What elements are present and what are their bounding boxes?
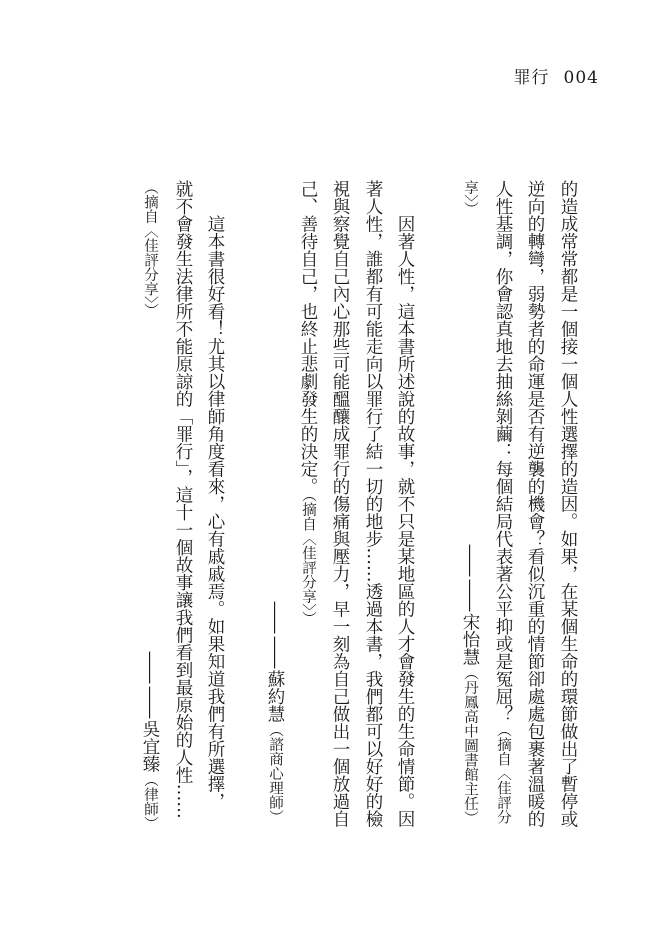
author-name: 宋怡慧 (460, 613, 480, 666)
review-3-column-1 (206, 180, 224, 810)
author-name: 蘇約慧 (265, 670, 285, 723)
author-name: 吳宜臻 (140, 720, 160, 773)
author-role: （諮商心理師） (267, 722, 283, 824)
review-2-column-1 (396, 180, 414, 828)
body-text: 視與察覺自己內心那些可能醞釀成罪行的傷痛與壓力，早一刻為自己做出一個放過自 (330, 180, 350, 828)
review-3-column-2 (174, 180, 192, 819)
page-number: 004 (563, 68, 599, 88)
review-2-column-3 (331, 180, 349, 828)
book-title: 罪行 (513, 68, 550, 88)
review-1-column-4 (461, 180, 479, 216)
source-note: （摘自〈佳評分享〉） (142, 180, 158, 318)
body-text: 因著人性，這本書所述說的故事，就不只是某地區的人才會發生的生命情節。因 (395, 215, 415, 828)
source-note: （摘自〈佳評分 (495, 722, 511, 824)
review-2-column-2 (364, 180, 382, 828)
review-1-column-3 (494, 180, 512, 824)
attribution-dash: —— (265, 600, 285, 670)
body-text: 己、善待自己，也終止悲劇發生的決定。 (298, 180, 318, 495)
body-text: 這本書很好看！尤其以律師角度看來，心有戚戚焉。如果知道我們有所選擇， (205, 215, 225, 810)
review-1-column-1 (559, 180, 577, 828)
source-note: （摘自〈佳評分享〉） (300, 495, 316, 626)
body-text: 就不會發生法律所不能原諒的「罪行」，這十一個故事讓我們看到最原始的人性…… (173, 180, 193, 819)
body-text: 人性基調，你會認真地去抽絲剝繭：每個結局代表著公平抑或是冤屈？ (493, 180, 513, 723)
review-3-attribution (141, 650, 159, 831)
author-role: （律師） (142, 772, 158, 831)
source-note: 享〉） (462, 180, 478, 217)
review-1-attribution (461, 543, 479, 825)
body-text: 逆向的轉彎，弱勢者的命運是否有逆襲的機會？看似沉重的情節卻處處包裹著溫暖的 (525, 180, 545, 828)
author-role: （丹鳳高中圖書館主任） (462, 665, 478, 825)
body-text: 著人性，誰都有可能走向以罪行了結一切的地步……透過本書，我們都可以好好的檢 (363, 180, 383, 828)
review-3-column-3 (141, 180, 159, 318)
review-2-attribution (266, 600, 284, 824)
review-1-column-2 (526, 180, 544, 828)
body-text: 的造成常常都是一個接一個人性選擇的造因。如果，在某個生命的環節做出了暫停或 (558, 180, 578, 828)
attribution-dash: —— (140, 650, 160, 720)
running-head (514, 68, 599, 88)
review-2-column-4 (299, 180, 317, 626)
attribution-dash: —— (460, 543, 480, 613)
